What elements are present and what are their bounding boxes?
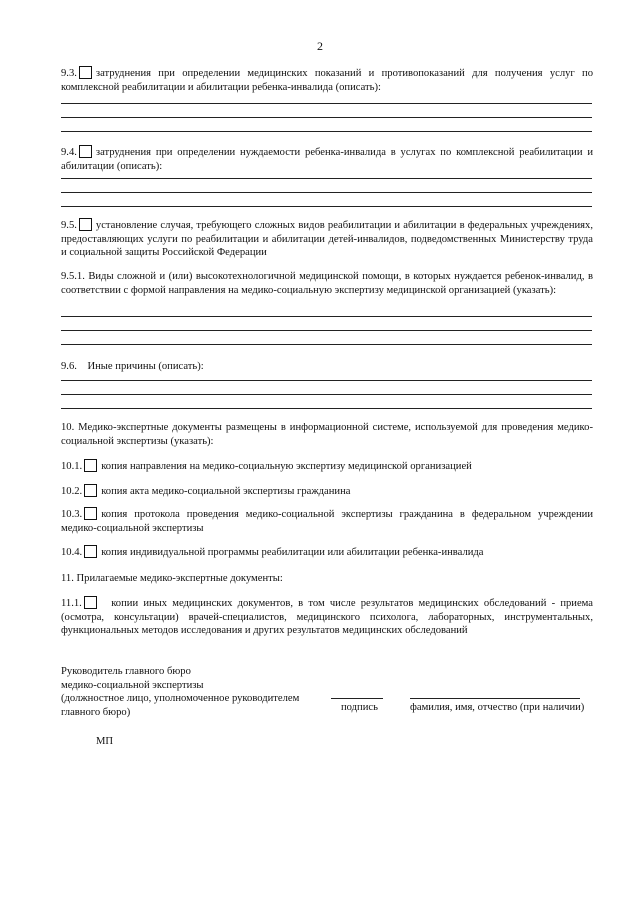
checkbox-10-1[interactable] [84,459,97,472]
item-10-4 [61,545,593,560]
answer-line[interactable] [61,408,592,409]
item-9-6 [61,360,593,374]
checkbox-10-4[interactable] [84,545,97,558]
answer-line[interactable] [61,192,592,193]
answer-line[interactable] [61,394,592,395]
item-9-4 [61,145,593,173]
signatory-line: (должностное лицо, уполномоченное руководителем [61,693,300,705]
signatory-line: медико-социальной экспертизы [61,679,204,691]
stamp-place: МП [96,736,114,747]
item-text: 10. Медико-экспертные документы размещены в информационной системе, используемой для проведения медико-социальной экспертизы (указать): [61,422,593,447]
item-text: копия протокола проведения медико-социальной экспертизы гражданина в федеральном учреждении медико-социальной экспертизы [61,509,593,534]
item-number: 10.4. [61,547,83,558]
item-9-5 [61,218,593,260]
answer-line[interactable] [61,103,592,104]
answer-line[interactable] [61,316,592,317]
item-10-3 [61,507,593,535]
item-text: копия направления на медико-социальную экспертизу медицинской организацией [101,461,472,472]
page-number: 2 [317,39,323,53]
item-text: затруднения при определении нуждаемости ребенка-инвалида в услугах по комплексной реабилитации и абилитации (описать): [61,147,593,172]
item-text: копия индивидуальной программы реабилитации или абилитации ребенка-инвалида [101,547,484,558]
item-number: 11.1. [61,598,82,609]
item-9-3 [61,66,593,94]
item-number: 9.4. [61,147,77,158]
answer-line[interactable] [61,344,592,345]
signatory-line: Руководитель главного бюро [61,666,191,677]
item-text: 9.5.1. Виды сложной и (или) высокотехнологичной медицинской помощи, в которых нуждается ребенок-инвалид, в соответствии с формой направления на медико-социальную экспертизу медицинской организацией (указать): [61,271,593,296]
item-number: 9.5. [61,220,77,231]
item-11 [61,572,593,586]
item-text: 11. Прилагаемые медико-экспертные документы: [61,573,283,584]
answer-line[interactable] [61,131,592,132]
name-caption: фамилия, имя, отчество (при наличии) [410,702,585,713]
answer-line[interactable] [61,380,592,381]
item-number: 10.3. [61,509,83,520]
item-10-1 [61,459,593,474]
item-number: 9.6. [61,361,77,372]
item-text: копии иных медицинских документов, в том числе результатов медицинских обследований - приема (осмотра, консультации) врачей-специалистов, медицинского психолога, лабораторных, инструментальных, функциональных методов исследования и других результатов медицинских обследований [61,598,593,637]
answer-line[interactable] [61,206,592,207]
item-number: 10.2. [61,486,83,497]
checkbox-9-3[interactable] [79,66,92,79]
signature-caption: подпись [341,702,378,713]
answer-line[interactable] [61,330,592,331]
checkbox-9-5[interactable] [79,218,92,231]
item-text: копия акта медико-социальной экспертизы гражданина [101,486,351,497]
signatory-line: главного бюро) [61,706,131,718]
item-number: 9.3. [61,68,77,79]
checkbox-11-1[interactable] [84,596,97,609]
item-text: установление случая, требующего сложных видов реабилитации и абилитации в федеральных учреждениях, предоставляющих услуги по реабилитации и абилитации детей-инвалидов, подведомственных Министерству труда и социальной защиты Российской Федерации [61,220,593,259]
item-9-5-1 [61,270,593,297]
item-10-2 [61,484,593,499]
item-text: Иные причины (описать): [87,361,204,372]
checkbox-10-3[interactable] [84,507,97,520]
signatory-block [61,665,321,719]
item-text: затруднения при определении медицинских показаний и противопоказаний для получения услуг по комплексной реабилитации и абилитации ребенка-инвалида (описать): [61,68,593,93]
answer-line[interactable] [61,178,592,179]
item-number: 10.1. [61,461,83,472]
item-11-1 [61,596,593,638]
name-line[interactable] [410,698,580,699]
answer-line[interactable] [61,117,592,118]
item-10 [61,421,593,448]
checkbox-10-2[interactable] [84,484,97,497]
checkbox-9-4[interactable] [79,145,92,158]
signature-line[interactable] [331,698,383,699]
